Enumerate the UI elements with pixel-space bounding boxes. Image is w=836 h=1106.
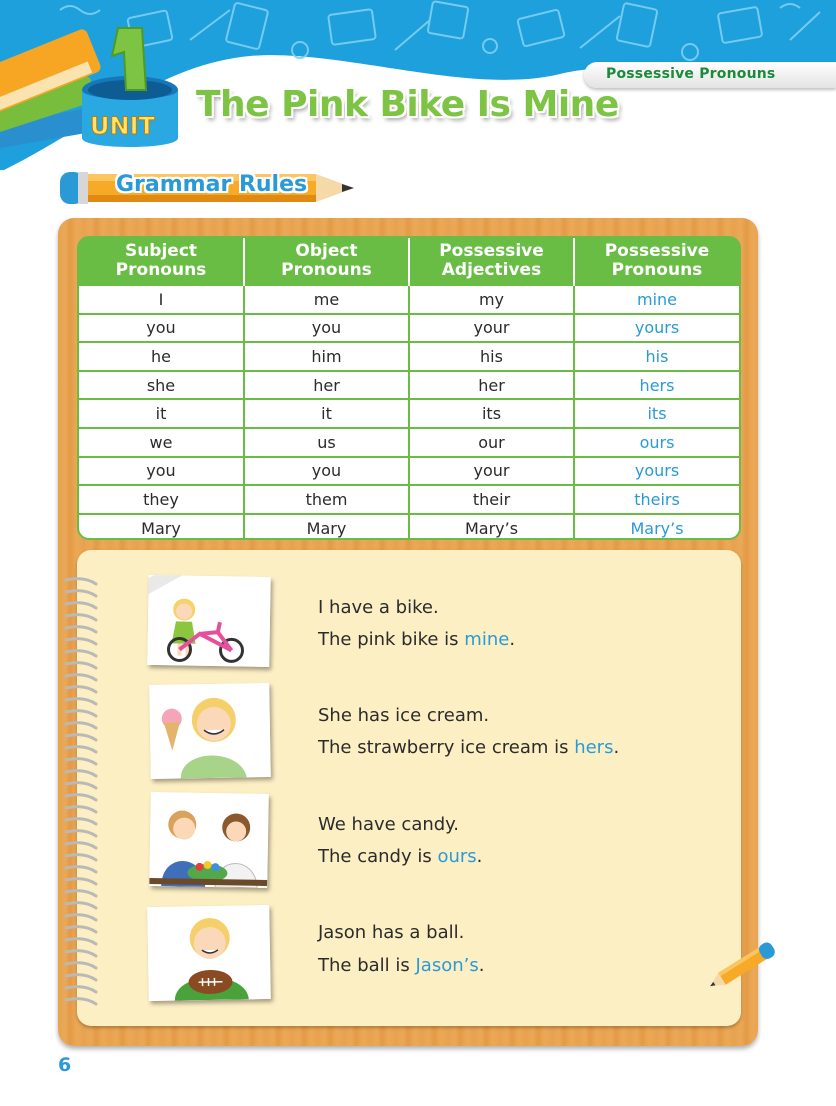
column-header-object: Object Pronouns bbox=[244, 238, 409, 285]
example-sentence: Jason has a ball. bbox=[318, 922, 465, 943]
table-cell: Mary bbox=[244, 514, 409, 540]
table-row bbox=[79, 457, 739, 486]
table-cell: yours bbox=[574, 314, 739, 343]
subject-tab bbox=[584, 62, 836, 88]
small-pencil-icon bbox=[704, 942, 784, 988]
column-header-possessive-adjectives: Possessive Adjectives bbox=[409, 238, 574, 285]
table-cell: her bbox=[409, 371, 574, 400]
example-sentence: I have a bike. bbox=[318, 597, 439, 618]
table-cell: me bbox=[244, 285, 409, 314]
table-row bbox=[79, 485, 739, 514]
table-cell: his bbox=[574, 342, 739, 371]
table-cell: mine bbox=[574, 285, 739, 314]
table-header-row bbox=[79, 238, 739, 285]
kids-with-candy-illustration bbox=[149, 792, 269, 888]
table-cell: she bbox=[79, 371, 244, 400]
page-title: The Pink Bike Is Mine bbox=[196, 84, 619, 125]
example-sentence: The ball is Jason’s. bbox=[318, 955, 485, 976]
table-cell: you bbox=[244, 314, 409, 343]
boy-with-ball-illustration bbox=[147, 905, 271, 1001]
table-cell: theirs bbox=[574, 485, 739, 514]
unit-badge bbox=[0, 20, 200, 180]
table-cell: our bbox=[409, 428, 574, 457]
girl-with-bike-illustration bbox=[147, 575, 271, 667]
example-sentence: The candy is ours. bbox=[318, 846, 483, 867]
example-sentence: The strawberry ice cream is hers. bbox=[318, 737, 620, 758]
table-cell: ours bbox=[574, 428, 739, 457]
unit-label-text: UNIT bbox=[90, 112, 155, 140]
table-cell: your bbox=[409, 457, 574, 486]
table-cell: your bbox=[409, 314, 574, 343]
example-sentence: The pink bike is mine. bbox=[318, 629, 516, 650]
highlighted-pronoun: hers bbox=[574, 737, 614, 758]
table-row bbox=[79, 314, 739, 343]
table-row bbox=[79, 514, 739, 540]
example-sentence: She has ice cream. bbox=[318, 705, 490, 726]
table-cell: we bbox=[79, 428, 244, 457]
table-cell: he bbox=[79, 342, 244, 371]
table-cell: Mary’s bbox=[409, 514, 574, 540]
highlighted-pronoun: Jason’s bbox=[415, 955, 479, 976]
table-cell: their bbox=[409, 485, 574, 514]
pronoun-table bbox=[77, 236, 741, 540]
table-cell: they bbox=[79, 485, 244, 514]
table-cell: us bbox=[244, 428, 409, 457]
column-header-possessive-pronouns: Possessive Pronouns bbox=[574, 238, 739, 285]
table-cell: Mary’s bbox=[574, 514, 739, 540]
highlighted-pronoun: mine bbox=[464, 629, 510, 650]
table-row bbox=[79, 285, 739, 314]
subject-label: Possessive Pronouns bbox=[606, 66, 776, 82]
table-cell: you bbox=[244, 457, 409, 486]
table-row bbox=[79, 342, 739, 371]
table-cell: you bbox=[79, 457, 244, 486]
table-cell: her bbox=[244, 371, 409, 400]
highlighted-pronoun: ours bbox=[437, 846, 477, 867]
table-cell: its bbox=[574, 399, 739, 428]
table-cell: it bbox=[244, 399, 409, 428]
spiral-binding-icon bbox=[60, 576, 102, 1006]
table-cell: I bbox=[79, 285, 244, 314]
table-cell: his bbox=[409, 342, 574, 371]
table-cell: its bbox=[409, 399, 574, 428]
section-title: Grammar Rules bbox=[116, 172, 308, 197]
table-cell: them bbox=[244, 485, 409, 514]
page-number: 6 bbox=[58, 1054, 72, 1076]
table-row bbox=[79, 371, 739, 400]
table-cell: hers bbox=[574, 371, 739, 400]
table-cell: my bbox=[409, 285, 574, 314]
table-cell: him bbox=[244, 342, 409, 371]
girl-with-ice-cream-illustration bbox=[149, 683, 271, 779]
table-cell: you bbox=[79, 314, 244, 343]
column-header-subject: Subject Pronouns bbox=[79, 238, 244, 285]
table-row bbox=[79, 399, 739, 428]
example-sentence: We have candy. bbox=[318, 814, 459, 835]
table-cell: it bbox=[79, 399, 244, 428]
table-row bbox=[79, 428, 739, 457]
table-cell: yours bbox=[574, 457, 739, 486]
table-cell: Mary bbox=[79, 514, 244, 540]
